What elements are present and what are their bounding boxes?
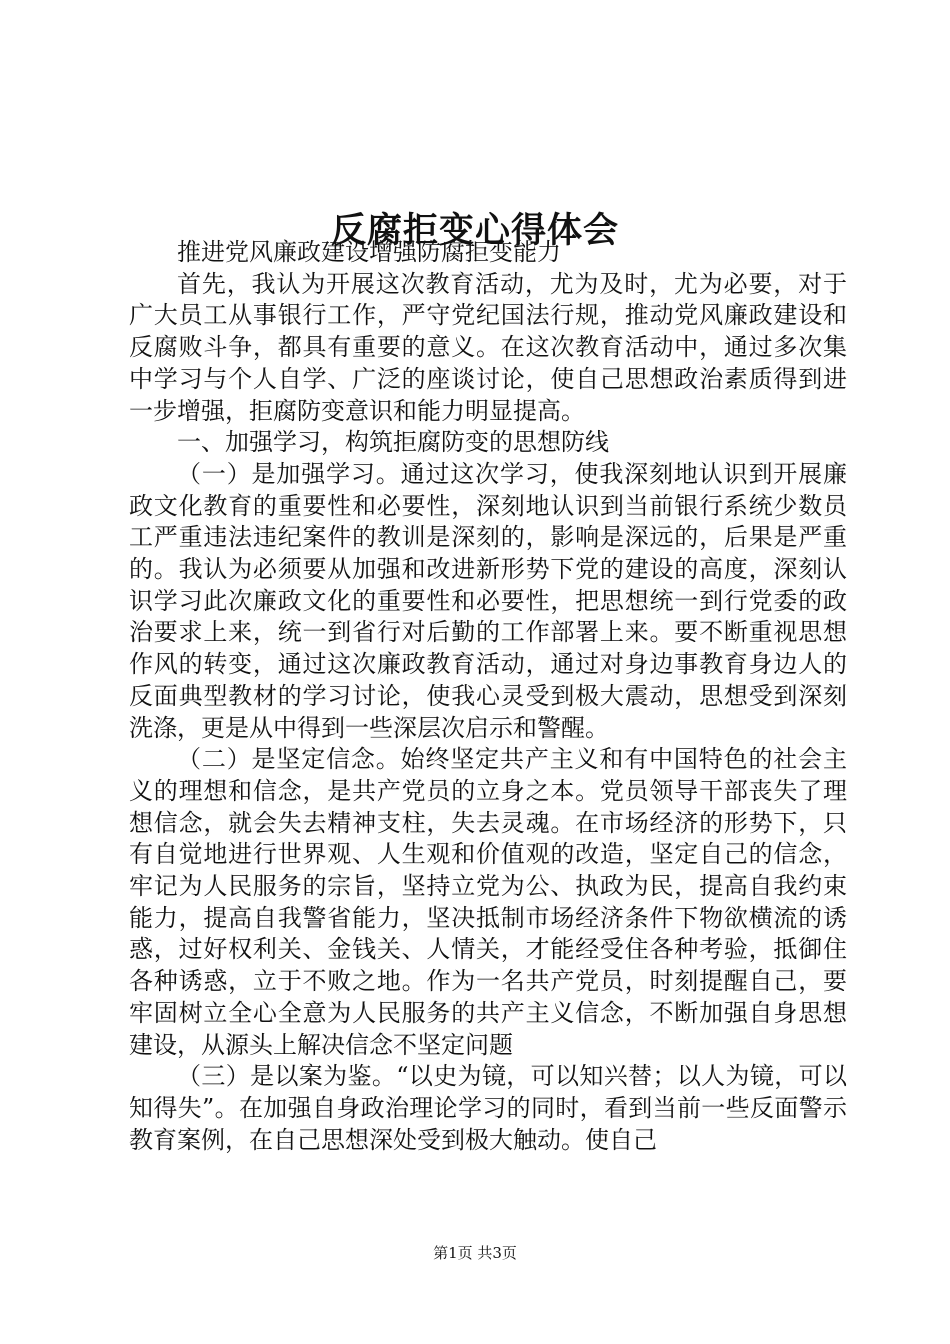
- paragraph-belief: （二）是坚定信念。始终坚定共产主义和有中国特色的社会主义的理想和信念，是共产党员的立身之本。党员领导干部丧失了理想信念，就会失去精神支柱，失去灵魂。在市场经济的形势下，只有自觉地进行世界观、人生观和价值观的改造，坚定自己的信念，牢记为人民服务的宗旨，坚持立党为公、执政为民，提高自我约束能力，提高自我警省能力，坚决抵制市场经济条件下物欲横流的诱惑，过好权利关、金钱关、人情关，才能经受住各种考验，抵御住各种诱惑，立于不败之地。作为一名共产党员，时刻提醒自己，要牢固树立全心全意为人民服务的共产主义信念，不断加强自身思想建设，从源头上解决信念不坚定问题: [129, 745, 847, 1059]
- paragraph-case-lessons: （三）是以案为鉴。“以史为镜，可以知兴替；以人为镜，可以知得失”。在加强自身政治理论学习的同时，看到当前一些反面警示教育案例，在自己思想深处受到极大触动。使自己: [129, 1062, 847, 1154]
- document-body: [129, 237, 847, 1156]
- page-number-footer: 第1页 共3页: [433, 1244, 517, 1262]
- subtitle-paragraph: 推进党风廉政建设增强防腐拒变能力: [177, 238, 561, 266]
- intro-paragraph: 首先，我认为开展这次教育活动，尤为及时，尤为必要，对于广大员工从事银行工作，严守党纪国法行规，推动党风廉政建设和反腐败斗争，都具有重要的意义。在这次教育活动中，通过多次集中学习与个人自学、广泛的座谈讨论，使自己思想政治素质得到进一步增强，拒腐防变意识和能力明显提高。: [129, 269, 847, 425]
- document-title: 反腐拒变心得体会: [330, 210, 619, 252]
- section-heading-1: 一、加强学习，构筑拒腐防变的思想防线: [177, 428, 609, 457]
- paragraph-study: （一）是加强学习。通过这次学习，使我深刻地认识到开展廉政文化教育的重要性和必要性，深刻地认识到当前银行系统少数员工严重违法违纪案件的教训是深刻的，影响是深远的，后果是严重的。我认为必须要从加强和改进新形势下党的建设的高度，深刻认识学习此次廉政文化的重要性和必要性，把思想统一到行党委的政治要求上来，统一到省行对后勤的工作部署上来。要不断重视思想作风的转变，通过这次廉政教育活动，通过对身边事教育身边人的反面典型教材的学习讨论，使我心灵受到极大震动，思想受到深刻洗涤，更是从中得到一些深层次启示和警醒。: [129, 459, 847, 742]
